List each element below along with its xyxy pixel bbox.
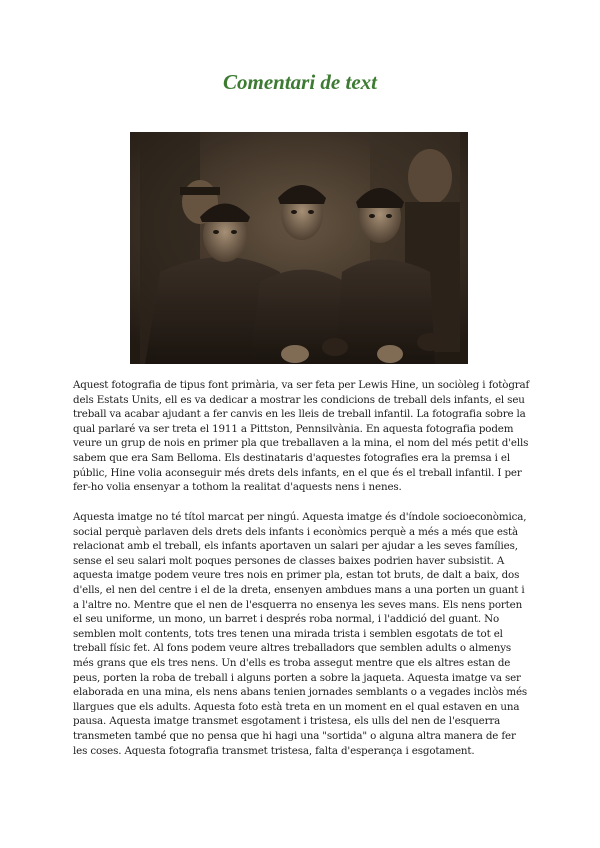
page-title: Comentari de text <box>223 70 377 94</box>
paragraph-1: Aquest fotografia de tipus font primària, va ser feta per Lewis Hine, un sociòleg i fotògraf dels Estats Units, ell es va dedicar a mostrar les condicions de treball dels infants, el seu treball va acabar ajudant a fer canvis en les lleis de treball infantil. La fotografia sobre la qual parlaré va ser treta el 1911 a Pittston, Pennsilvània. En aquesta fotografia podem veure un grup de nois en primer pla que treballaven a la mina, el nom del més petit d'ells sabem que era Sam Belloma. Els destinataris d'aquestes fotografies era la premsa i el públic, Hine volia aconseguir més drets dels infants, en el que és el treball infantil. I per fer-ho volia ensenyar a tothom la realitat d'aquests nens i nenes. <box>73 379 530 494</box>
paragraph-2: Aquesta imatge no té títol marcat per ningú. Aquesta imatge és d'índole socioeconòmica, social perquè parlaven dels drets dels infants i econòmics perquè a més a més que està relacionat amb el treball, els infants aportaven un salari per ajudar a les seves famílies, sense el seu salari molt poques persones de classes baixes podrien haver subsistit. A aquesta imatge podem veure tres nois en primer pla, estan tot bruts, de dalt a baix, dos d'ells, el nen del centre i el de la dreta, ensenyen ambdues mans a una porten un guant i a l'altre no. Mentre que el nen de l'esquerra no ensenya les seves mans. Els nens porten el seu uniforme, un mono, un barret i després roba normal, i l'addició del guant. No semblen molt contents, tots tres tenen una mirada trista i semblen esgotats de tot el treball físic fet. Al fons podem veure altres treballadors que semblen adults o almenys més grans que els tres nens. Un d'ells es troba assegut mentre que els altres estan de peus, porten la roba de treball i alguns porten a sobre la jaqueta. Aquesta imatge va ser elaborada en una mina, els nens abans tenien jornades semblants o a vegades inclòs més llargues que els adults. Aquesta foto està treta en un moment en el qual estaven en una pausa. Aquesta imatge transmet esgotament i tristesa, els ulls del nen de l'esquerra transmeten també que no pensa que hi hagi una "sortida" o alguna altra manera de fer les coses. Aquesta fotografia transmet tristesa, falta d'esperança i esgotament. <box>73 511 528 757</box>
historical-photo <box>130 132 468 364</box>
